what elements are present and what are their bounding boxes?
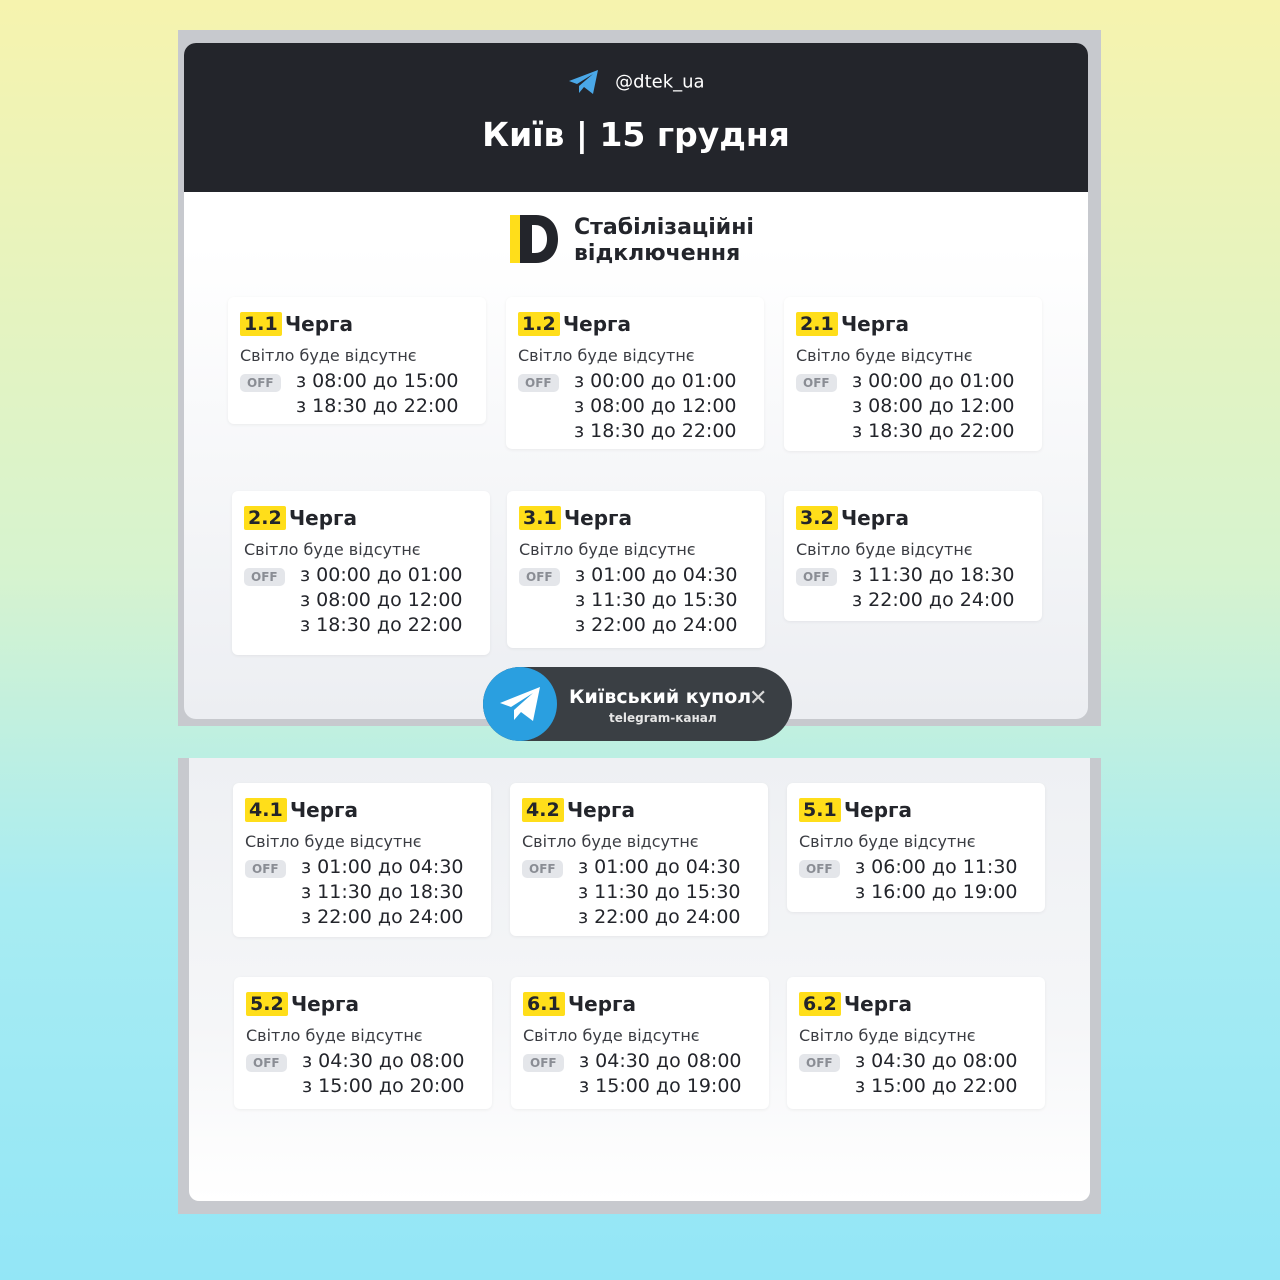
outage-times — [574, 369, 737, 444]
queue-card-4-1 — [233, 783, 491, 937]
outage-time: з 04:30 до 08:00 — [855, 1050, 1018, 1072]
outage-time: з 22:00 до 24:00 — [578, 906, 741, 928]
outage-times — [575, 563, 738, 638]
queue-label: Черга — [841, 506, 909, 530]
outage-times — [855, 855, 1018, 905]
outage-status: Світло буде відсутнє — [523, 1026, 700, 1045]
outage-times — [301, 855, 464, 930]
queue-label: Черга — [567, 798, 635, 822]
channel-handle-text: @dtek_ua — [615, 71, 705, 93]
close-icon[interactable]: ✕ — [749, 686, 768, 711]
outage-status: Світло буде відсутнє — [244, 540, 421, 559]
outage-times — [578, 855, 741, 930]
queue-badge: 4.2 — [522, 798, 564, 822]
outage-time: з 04:30 до 08:00 — [579, 1050, 742, 1072]
outage-times — [300, 563, 463, 638]
outage-status: Світло буде відсутнє — [245, 832, 422, 851]
off-tag: OFF — [522, 860, 563, 878]
outage-time: з 01:00 до 04:30 — [575, 564, 738, 586]
outage-time: з 15:00 до 20:00 — [302, 1075, 465, 1097]
outage-time: з 22:00 до 24:00 — [575, 614, 738, 636]
queue-badge: 5.2 — [246, 992, 288, 1016]
queue-label: Черга — [285, 312, 353, 336]
outage-time: з 18:30 до 22:00 — [574, 420, 737, 442]
outage-time: з 11:30 до 18:30 — [301, 881, 464, 903]
outage-status: Світло буде відсутнє — [799, 832, 976, 851]
queue-label: Черга — [841, 312, 909, 336]
queue-badge: 6.1 — [523, 992, 565, 1016]
off-tag: OFF — [519, 568, 560, 586]
queue-card-5-1 — [787, 783, 1045, 912]
off-tag: OFF — [796, 374, 837, 392]
outage-times — [579, 1049, 742, 1099]
outage-status: Світло буде відсутнє — [796, 540, 973, 559]
outage-time: з 00:00 до 01:00 — [300, 564, 463, 586]
dtek-logo-icon — [510, 215, 560, 263]
off-tag: OFF — [518, 374, 559, 392]
outage-time: з 08:00 до 12:00 — [300, 589, 463, 611]
queue-badge: 1.2 — [518, 312, 560, 336]
outage-time: з 18:30 до 22:00 — [300, 614, 463, 636]
queue-card-2-1 — [784, 297, 1042, 451]
outage-times — [296, 369, 459, 419]
queue-badge: 4.1 — [245, 798, 287, 822]
telegram-icon — [483, 667, 557, 741]
queue-card-1-1 — [228, 297, 486, 424]
outage-status: Світло буде відсутнє — [522, 832, 699, 851]
queue-card-3-2 — [784, 491, 1042, 621]
outage-status: Світло буде відсутнє — [796, 346, 973, 365]
off-tag: OFF — [796, 568, 837, 586]
outage-status: Світло буде відсутнє — [240, 346, 417, 365]
outage-time: з 16:00 до 19:00 — [855, 881, 1018, 903]
queue-label: Черга — [290, 798, 358, 822]
outage-times — [852, 369, 1015, 444]
outage-time: з 18:30 до 22:00 — [852, 420, 1015, 442]
outage-time: з 11:30 до 15:30 — [578, 881, 741, 903]
queue-badge: 3.1 — [519, 506, 561, 530]
off-tag: OFF — [240, 374, 281, 392]
brand-title-line1: Стабілізаційні — [574, 215, 754, 240]
outage-status: Світло буде відсутнє — [518, 346, 695, 365]
outage-time: з 18:30 до 22:00 — [296, 395, 459, 417]
off-tag: OFF — [799, 1054, 840, 1072]
outage-status: Світло буде відсутнє — [799, 1026, 976, 1045]
schedule-card-bottom — [189, 758, 1090, 1201]
queue-card-2-2 — [232, 491, 490, 655]
telegram-icon — [567, 68, 601, 96]
queue-badge: 1.1 — [240, 312, 282, 336]
outage-time: з 01:00 до 04:30 — [578, 856, 741, 878]
outage-time: з 11:30 до 18:30 — [852, 564, 1015, 586]
outage-time: з 22:00 до 24:00 — [852, 589, 1015, 611]
queue-card-6-2 — [787, 977, 1045, 1109]
queue-card-4-2 — [510, 783, 768, 936]
outage-status: Світло буде відсутнє — [519, 540, 696, 559]
off-tag: OFF — [799, 860, 840, 878]
queue-label: Черга — [844, 992, 912, 1016]
outage-time: з 11:30 до 15:30 — [575, 589, 738, 611]
outage-times — [302, 1049, 465, 1099]
off-tag: OFF — [244, 568, 285, 586]
brand-title — [574, 215, 834, 267]
queue-label: Черга — [563, 312, 631, 336]
banner-channel-type: telegram-канал — [609, 711, 717, 725]
brand-title-line2: відключення — [574, 241, 741, 266]
page-title: Київ | 15 грудня — [482, 115, 790, 154]
banner-channel-name: Київський купол — [569, 686, 752, 708]
queue-card-1-2 — [506, 297, 764, 449]
queue-card-3-1 — [507, 491, 765, 648]
outage-time: з 00:00 до 01:00 — [574, 370, 737, 392]
header-bar — [184, 43, 1088, 192]
outage-time: з 08:00 до 15:00 — [296, 370, 459, 392]
queue-card-6-1 — [511, 977, 769, 1109]
bottom-screenshot-panel — [178, 758, 1101, 1214]
queue-label: Черга — [564, 506, 632, 530]
outage-time: з 15:00 до 22:00 — [855, 1075, 1018, 1097]
outage-status: Світло буде відсутнє — [246, 1026, 423, 1045]
top-screenshot-panel — [178, 30, 1101, 726]
outage-time: з 04:30 до 08:00 — [302, 1050, 465, 1072]
outage-time: з 08:00 до 12:00 — [852, 395, 1015, 417]
queue-card-5-2 — [234, 977, 492, 1109]
telegram-channel-banner[interactable] — [483, 667, 792, 741]
off-tag: OFF — [245, 860, 286, 878]
outage-time: з 15:00 до 19:00 — [579, 1075, 742, 1097]
queue-label: Черга — [844, 798, 912, 822]
off-tag: OFF — [523, 1054, 564, 1072]
queue-badge: 5.1 — [799, 798, 841, 822]
outage-time: з 00:00 до 01:00 — [852, 370, 1015, 392]
outage-time: з 06:00 до 11:30 — [855, 856, 1018, 878]
outage-time: з 01:00 до 04:30 — [301, 856, 464, 878]
schedule-card-top — [184, 43, 1088, 719]
queue-badge: 3.2 — [796, 506, 838, 530]
outage-time: з 08:00 до 12:00 — [574, 395, 737, 417]
off-tag: OFF — [246, 1054, 287, 1072]
queue-label: Черга — [291, 992, 359, 1016]
channel-handle[interactable] — [184, 68, 1088, 96]
queue-label: Черга — [289, 506, 357, 530]
queue-label: Черга — [568, 992, 636, 1016]
queue-badge: 6.2 — [799, 992, 841, 1016]
outage-times — [852, 563, 1015, 613]
outage-times — [855, 1049, 1018, 1099]
queue-badge: 2.2 — [244, 506, 286, 530]
queue-badge: 2.1 — [796, 312, 838, 336]
outage-time: з 22:00 до 24:00 — [301, 906, 464, 928]
